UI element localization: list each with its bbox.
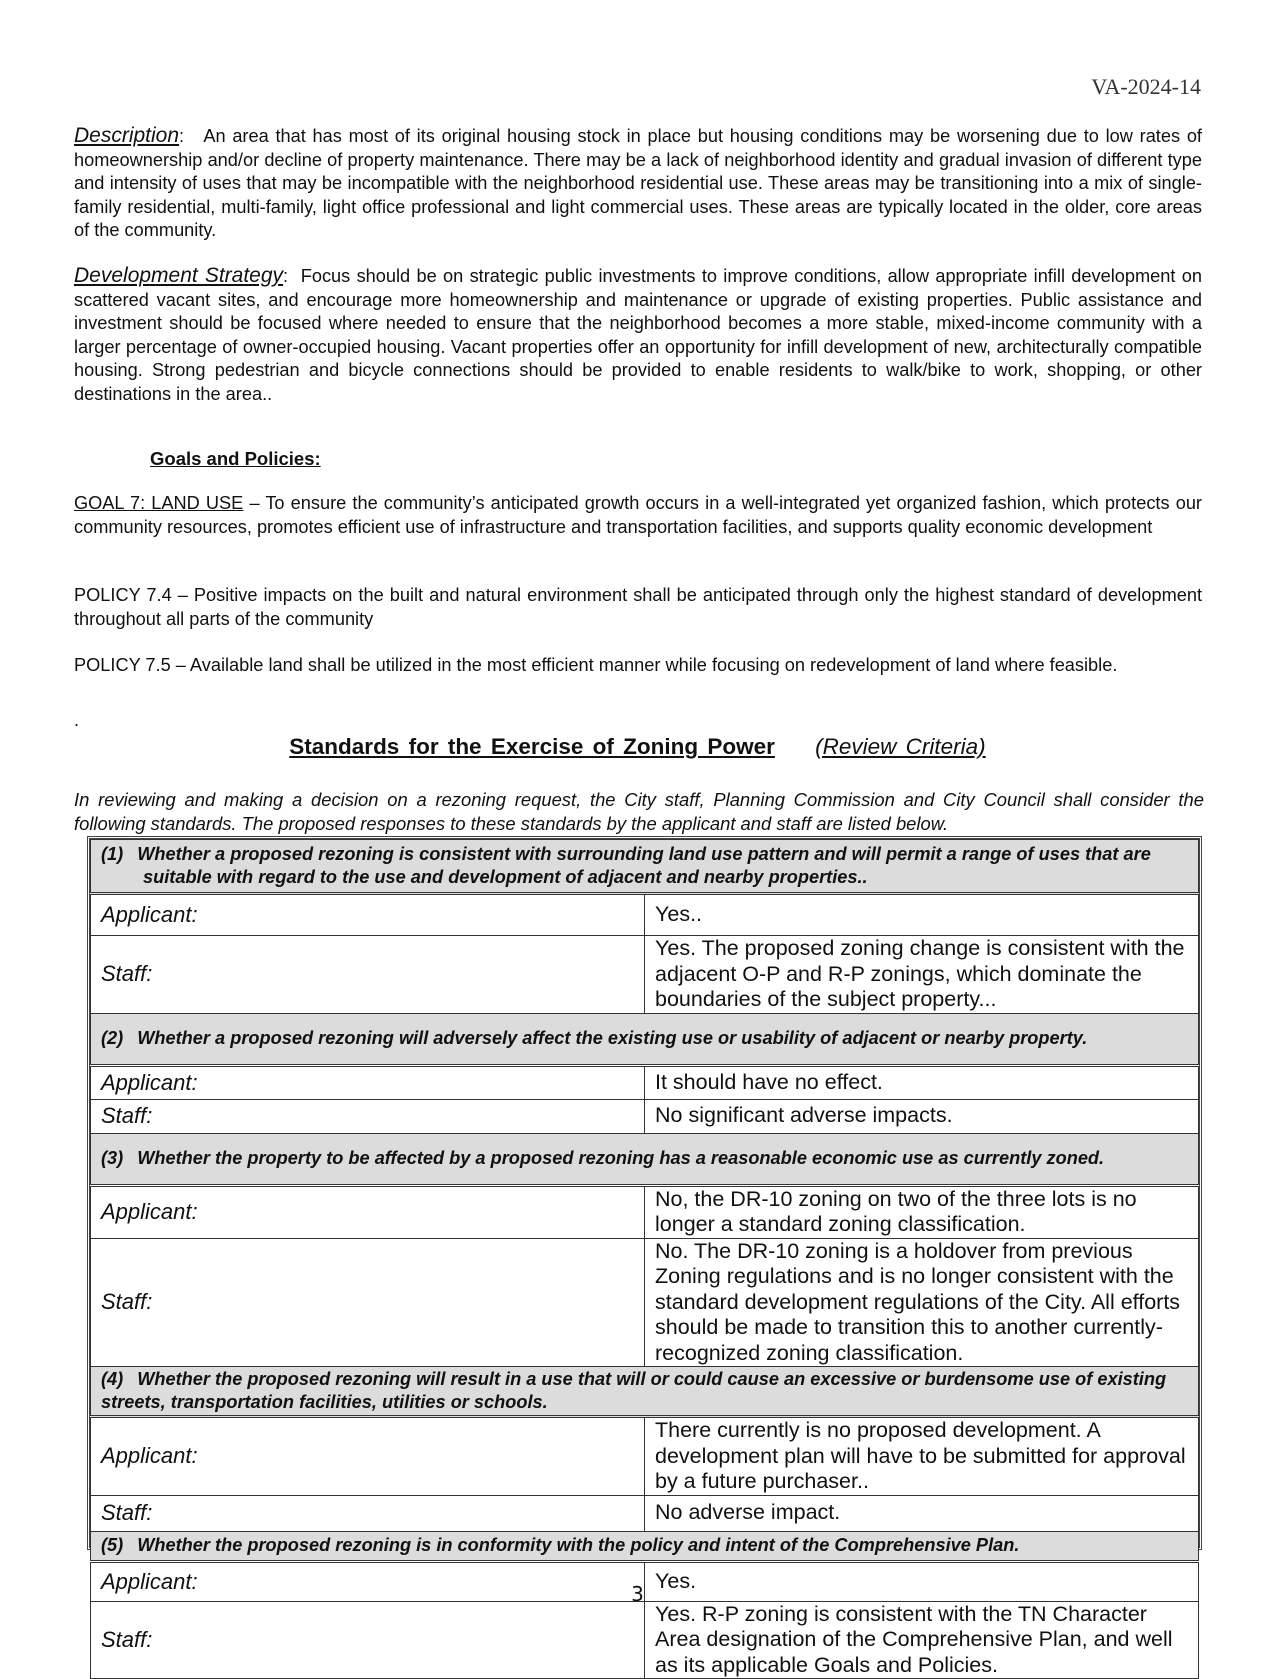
criterion-row — [91, 1013, 1199, 1065]
page-number: 3 — [631, 1582, 644, 1606]
description-paragraph: Description: An area that has most of its original housing stock in place but housing conditions may be worsening due to low rates of homeownership and/or decline of property maintenance. There may be a lack of neighborhood identity and gradual invasion of different type and intensity of uses that may be incompatible with the neighborhood residential use. These areas may be transitioning into a mix of single-family residential, multi-family, light office professional and light commercial uses. These areas are typically located in the older, core areas of the community. — [74, 124, 1202, 241]
staff-row — [91, 1495, 1199, 1531]
applicant-response: Yes. — [645, 1561, 1199, 1601]
criterion-row — [91, 1531, 1199, 1561]
criterion-text: (3) Whether the property to be affected by a proposed rezoning has a reasonable economic use as currently zoned. — [91, 1133, 1199, 1185]
stray-dot: . — [74, 710, 80, 730]
applicant-row — [91, 894, 1199, 936]
staff-label: Staff: — [91, 1495, 645, 1531]
criterion-text: (2) Whether a proposed rezoning will adversely affect the existing use or usability of adjacent or nearby property. — [91, 1013, 1199, 1065]
policy-7-4: POLICY 7.4 – Positive impacts on the built and natural environment shall be anticipated through only the highest standard of development throughout all parts of the community — [74, 585, 1202, 629]
applicant-label: Applicant: — [91, 1417, 645, 1496]
goal-7-text: – To ensure the community’s anticipated growth occurs in a well-integrated yet organized fashion, which protects our community resources, promotes efficient use of infrastructure and transportation facilities, and supports quality economic development — [74, 493, 1202, 537]
strategy-label: Development Strategy — [74, 264, 284, 287]
staff-row — [91, 1238, 1199, 1367]
goal-7-label: GOAL 7: LAND USE — [74, 493, 244, 513]
staff-label: Staff: — [91, 1099, 645, 1133]
development-strategy-paragraph: Development Strategy: Focus should be on strategic public investments to improve conditions, allow appropriate infill development on scattered vacant sites, and encourage more homeownership and maintenance or upgrade of existing properties. Public assistance and investment should be focused where needed to ensure that the neighborhood becomes a more stable, mixed-income community with a larger percentage of owner-occupied housing. Vacant properties offer an opportunity for infill development of new, architecturally compatible housing. Strong pedestrian and bicycle connections should be provided to enable residents to walk/bike to work, shopping, or other destinations in the area.. — [74, 264, 1202, 404]
goals-heading: Goals and Policies: — [150, 448, 321, 469]
goal-7-paragraph — [74, 492, 1202, 539]
staff-row — [91, 936, 1199, 1014]
applicant-label: Applicant: — [91, 1065, 645, 1099]
applicant-label: Applicant: — [91, 1561, 645, 1601]
staff-label: Staff: — [91, 1238, 645, 1367]
criterion-text: (1) Whether a proposed rezoning is consistent with surrounding land use pattern and will permit a range of uses that are suitable with regard to the use and development of adjacent and nearby properties.. — [91, 840, 1199, 894]
standards-subtitle: (Review Criteria) — [815, 734, 986, 759]
standards-intro: In reviewing and making a decision on a rezoning request, the City staff, Planning Commission and City Council shall consider the following standards. The proposed responses to these standards by the applicant and staff are listed below. — [74, 789, 1204, 834]
standards-title: Standards for the Exercise of Zoning Power — [289, 734, 775, 759]
staff-response: Yes. The proposed zoning change is consistent with the adjacent O-P and R-P zonings, which dominate the boundaries of the subject property... — [645, 936, 1199, 1014]
review-criteria-table — [87, 836, 1202, 1677]
staff-row — [91, 1099, 1199, 1133]
standards-heading — [0, 734, 1275, 760]
staff-row — [91, 1601, 1199, 1679]
criterion-row — [91, 1133, 1199, 1185]
applicant-row — [91, 1185, 1199, 1238]
criterion-row — [91, 840, 1199, 894]
applicant-label: Applicant: — [91, 894, 645, 936]
criterion-text: (4) Whether the proposed rezoning will result in a use that will or could cause an excessive or burdensome use of existing streets, transportation facilities, utilities or schools. — [91, 1367, 1199, 1417]
applicant-label: Applicant: — [91, 1185, 645, 1238]
description-label: Description — [74, 124, 180, 147]
applicant-row — [91, 1065, 1199, 1099]
applicant-response: No, the DR-10 zoning on two of the three lots is no longer a standard zoning classification. — [645, 1185, 1199, 1238]
staff-response: No. The DR-10 zoning is a holdover from previous Zoning regulations and is no longer consistent with the standard development regulations of the City. All efforts should be made to transition this to another currently-recognized zoning classification. — [645, 1238, 1199, 1367]
strategy-text: Focus should be on strategic public investments to improve conditions, allow appropriate infill development on scattered vacant sites, and encourage more homeownership and maintenance or upgrade of existing properties. Public assistance and investment should be focused where needed to ensure that the neighborhood becomes a more stable, mixed-income community with a larger percentage of owner-occupied housing. Vacant properties offer an opportunity for infill development of new, architecturally compatible housing. Strong pedestrian and bicycle connections should be provided to enable residents to walk/bike to work, shopping, or other destinations in the area.. — [74, 266, 1202, 404]
staff-label: Staff: — [91, 936, 645, 1014]
staff-response: No adverse impact. — [645, 1495, 1199, 1531]
staff-response: No significant adverse impacts. — [645, 1099, 1199, 1133]
applicant-response: There currently is no proposed development. A development plan will have to be submitted for approval by a future purchaser.. — [645, 1417, 1199, 1496]
applicant-response: Yes.. — [645, 894, 1199, 936]
staff-response: Yes. R-P zoning is consistent with the TN Character Area designation of the Comprehensive Plan, and well as its applicable Goals and Policies. — [645, 1601, 1199, 1679]
criterion-row — [91, 1367, 1199, 1417]
criterion-text: (5) Whether the proposed rezoning is in conformity with the policy and intent of the Comprehensive Plan. — [91, 1531, 1199, 1561]
applicant-row — [91, 1417, 1199, 1496]
applicant-response: It should have no effect. — [645, 1065, 1199, 1099]
description-text: An area that has most of its original housing stock in place but housing conditions may be worsening due to low rates of homeownership and/or decline of property maintenance. There may be a lack of neighborhood identity and gradual invasion of different type and intensity of uses that may be incompatible with the neighborhood residential use. These areas may be transitioning into a mix of single-family residential, multi-family, light office professional and light commercial uses. These areas are typically located in the older, core areas of the community. — [74, 126, 1202, 241]
policy-7-5: POLICY 7.5 – Available land shall be utilized in the most efficient manner while focusing on redevelopment of land where feasible. — [74, 655, 1118, 675]
document-id: VA-2024-14 — [1091, 74, 1201, 99]
staff-label: Staff: — [91, 1601, 645, 1679]
